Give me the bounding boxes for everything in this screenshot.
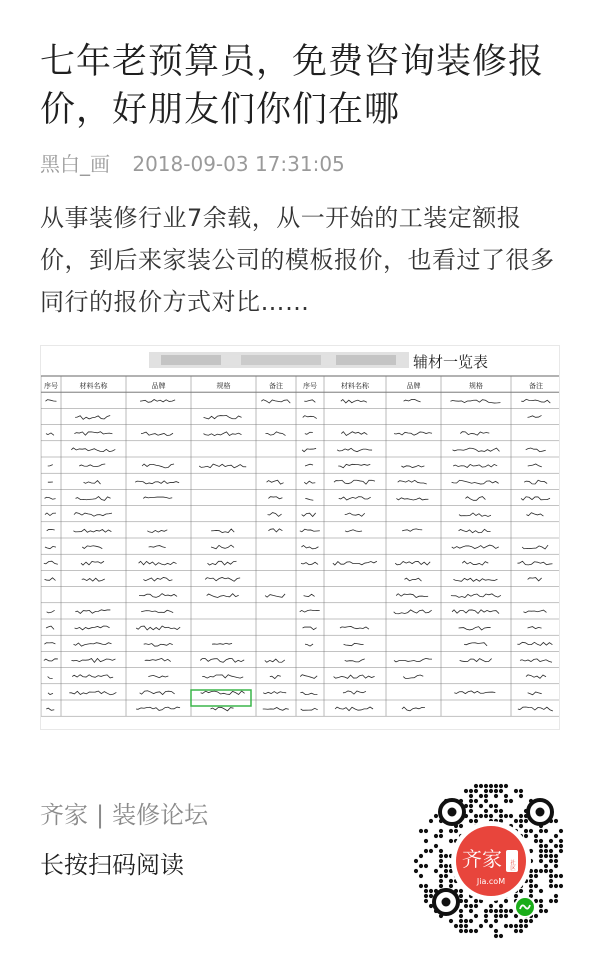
mini-program-qr-code[interactable]: [412, 782, 570, 940]
table-header-cell: 品牌: [151, 382, 166, 390]
table-header-cell: 备注: [529, 382, 543, 390]
table-header-cell: 材料名称: [341, 382, 369, 390]
source-line: [40, 795, 208, 830]
table-header-cell: 品牌: [406, 382, 421, 390]
author-name[interactable]: 黑白_画: [40, 152, 110, 176]
publish-timestamp: 2018-09-03 17:31:05: [132, 152, 345, 176]
table-grid: [41, 376, 560, 716]
table-header-cell: 规格: [469, 382, 483, 390]
table-title-suffix: 辅材一览表: [413, 353, 489, 371]
source-forum[interactable]: 装修论坛: [112, 801, 209, 829]
table-cells: [44, 381, 553, 711]
table-header-cell: 备注: [269, 382, 283, 390]
article-meta: [40, 148, 345, 177]
source-brand[interactable]: 齐家: [40, 801, 88, 829]
table-header-cell: 材料名称: [79, 382, 108, 390]
table-header-cell: 序号: [303, 382, 317, 390]
materials-table-image[interactable]: [40, 345, 560, 730]
selected-cell: [191, 690, 251, 706]
qr-domain-text: Jia.coM: [476, 877, 506, 886]
article-summary: 从事装修行业7余载，从一开始的工装定额报价，到后来家装公司的模板报价，也看过了很多同行的报价方式对比……: [40, 204, 555, 316]
table-header-cell: 序号: [44, 382, 58, 390]
table-header-cell: 规格: [216, 382, 231, 390]
qr-center-text: 齐家: [462, 847, 502, 871]
article-title: 七年老预算员，免费咨询装修报价，好朋友们你们在哪: [40, 42, 545, 130]
scan-prompt: 长按扫码阅读: [40, 851, 184, 879]
qr-badge-text: 社区: [509, 859, 515, 871]
source-separator: |: [96, 801, 105, 829]
